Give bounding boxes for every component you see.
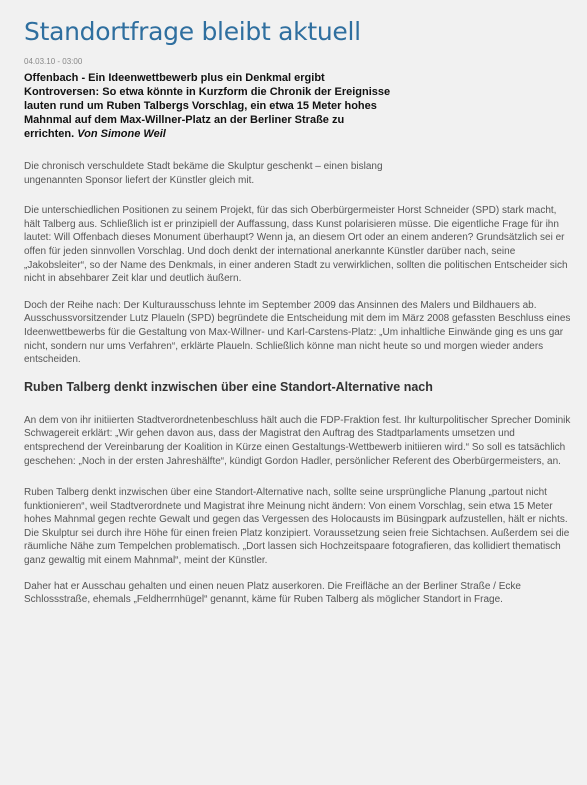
author-byline: Von Simone Weil bbox=[77, 128, 166, 140]
article-title: Standortfrage bleibt aktuell bbox=[24, 17, 361, 46]
body-paragraph-2: Doch der Reihe nach: Der Kulturausschuss lehnte im September 2009 das Ansinnen des Malers und Bildhauers ab. Ausschussvorsitzender Lutz Plaueln (SPD) begründete die Entscheidung mit dem im März 2008 gefassten Beschluss eines Ideenwettbewerbs für die Gestaltung von Max-Willner- und Karl-Carstens-Platz: „Um inhaltliche Einwände ging es uns gar nicht, sondern nur ums Verfahren“, erklärte Plaueln. Schließlich könne man nicht heute so und morgen wieder anders entscheiden. bbox=[24, 299, 571, 366]
article-date: 04.03.10 - 03:00 bbox=[24, 57, 83, 66]
body-paragraph-4: Ruben Talberg denkt inzwischen über eine Standort-Alternative nach, sollte seine ursprüngliche Planung „partout nicht funktionieren“, weil Stadtverordnete und Magistrat ihre Meinung nicht ändern: Von einem Vorschlag, sein etwa 15 Meter hohes Mahnmal gegen rechte Gewalt und gegen das Vergessen des Holocausts im Büsingpark aufzustellen, hält er nichts. Die Skulptur sei durch ihre Höhe für einen freien Platz konzipiert. Voraussetzung seien freie Sichtachsen. Außerdem sei die räumliche Nähe zum Tempelchen problematisch. „Dort lassen sich Hochzeitspaare fotografieren, das kollidiert thematisch ganz gewaltig mit einem Mahnmal“, meint der Künstler. bbox=[24, 487, 570, 567]
body-paragraph-3: An dem von ihr initiierten Stadtverordnetenbeschluss hält auch die FDP-Fraktion fest. Ihr kulturpolitischer Sprecher Dominik Schwagereit erklärt: „Wir gehen davon aus, dass der Magistrat den Auftrag des Stadtparlaments umsetzen und entsprechend der Vereinbarung der Koalition in Kürze einen Gestaltungs-Wettbewerb initiieren wird.“ So soll es tatsächlich geschehen: „Noch in der ersten Jahreshälfte“, kündigt Gordon Hadler, persönlicher Referent des Oberbürgermeisters, an. bbox=[24, 414, 571, 467]
section-subheading: Ruben Talberg denkt inzwischen über eine Standort-Alternative nach bbox=[24, 379, 433, 394]
body-paragraph-1: Die unterschiedlichen Positionen zu seinem Projekt, für das sich Oberbürgermeister Horst Schneider (SPD) stark macht, hält Talberg aus. Schließlich ist er prinzipiell der Auffassung, dass Kunst polarisieren müsse. Die eigentliche Frage für ihn lautet: Will Offenbach dieses Monument überhaupt? Wenn ja, an diesem Ort oder an einem anderen? Grundsätzlich sei er offen für jeden sinnvollen Vorschlag. Und doch denkt der international anerkannte Künstler darüber nach, seine „Jakobsleiter“, so der Name des Denkmals, in einer anderen Stadt zu verwirklichen, sollten die politischen Entscheider sich nicht in absehbarer Zeit klar und deutlich äußern. bbox=[24, 205, 568, 285]
intro-paragraph: Die chronisch verschuldete Stadt bekäme die Skulptur geschenkt – einen bislang ungenannten Sponsor liefert der Künstler gleich mit. bbox=[24, 161, 383, 186]
lead-text: Offenbach - Ein Ideenwettbewerb plus ein Denkmal ergibt Kontroversen: So etwa könnte in Kurzform die Chronik der Ereignisse lauten rund um Ruben Talbergs Vorschlag, ein etwa 15 Meter hohes Mahnmal auf dem Max-Willner-Platz an der Berliner Straße zu errichten. bbox=[24, 72, 391, 140]
body-paragraph-5: Daher hat er Ausschau gehalten und einen neuen Platz auserkoren. Die Freifläche an der Berliner Straße / Ecke Schlossstraße, ehemals „Feldherrnhügel“ genannt, käme für Ruben Talberg als möglicher Standort in Frage. bbox=[24, 580, 521, 606]
article-lead bbox=[24, 71, 394, 141]
